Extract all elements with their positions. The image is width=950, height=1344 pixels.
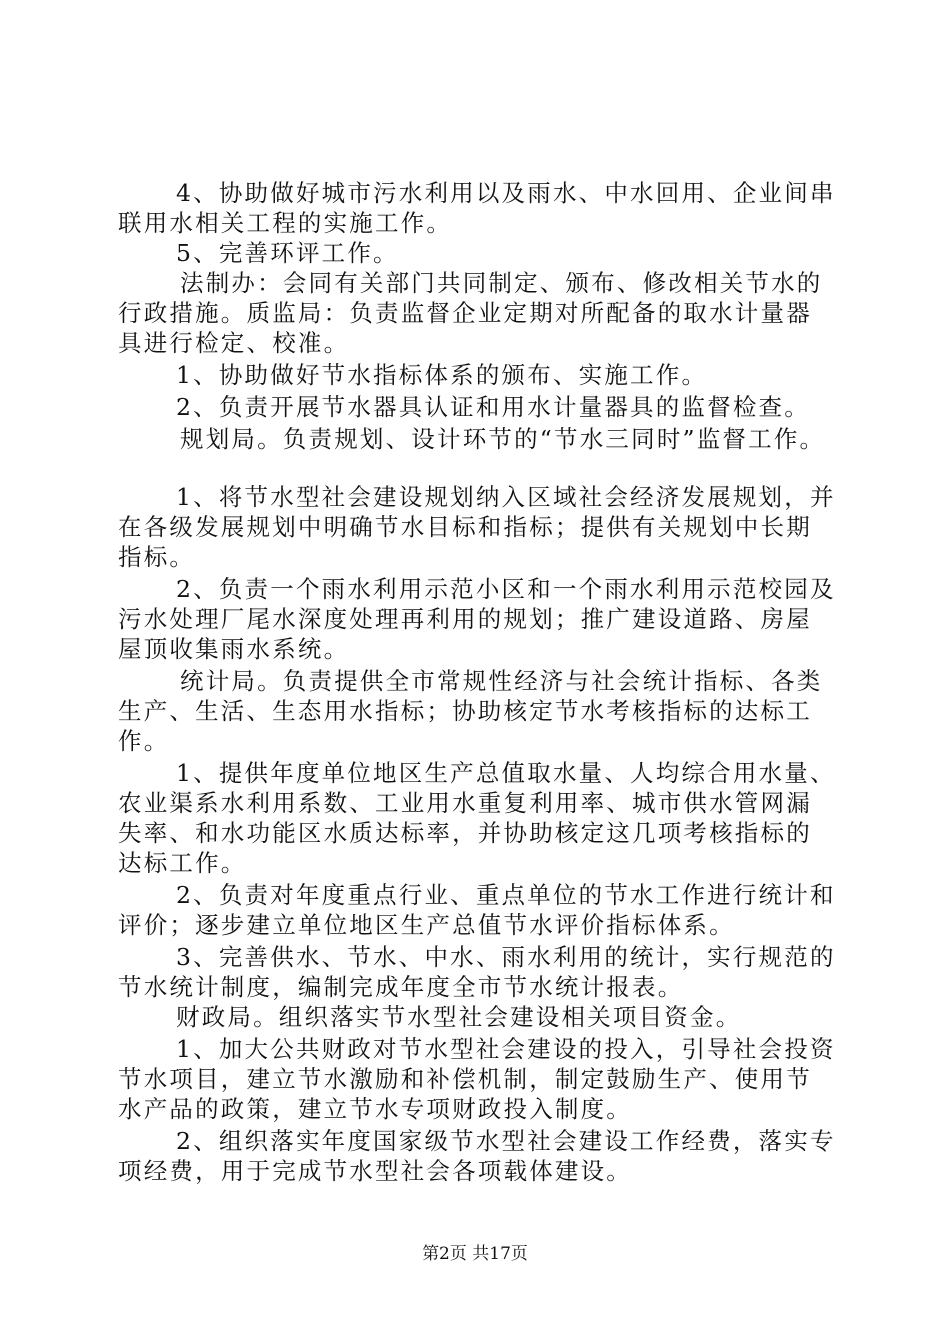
text-line: 达标工作。: [118, 849, 247, 877]
text-line: 行政措施。质监局：负责监督企业定期对所配备的取水计量器: [118, 299, 812, 327]
text-line: 评价；逐步建立单位地区生产总值节水评价指标体系。: [118, 911, 735, 939]
text-line: 指标。: [118, 543, 196, 571]
text-line: 失率、和水功能区水质达标率，并协助核定这几项考核指标的: [118, 819, 812, 847]
text-line: 2、负责对年度重点行业、重点单位的节水工作进行统计和: [176, 881, 836, 909]
text-line: 规划局。负责规划、设计环节的“节水三同时”监督工作。: [180, 425, 826, 453]
text-line: 污水处理厂尾水深度处理再利用的规划；推广建设道路、房屋: [118, 605, 812, 633]
text-line: 财政局。组织落实节水型社会建设相关项目资金。: [176, 1003, 742, 1031]
text-line: 节水项目，建立节水激励和补偿机制，制定鼓励生产、使用节: [118, 1065, 812, 1093]
text-line: 2、组织落实年度国家级节水型社会建设工作经费，落实专: [176, 1127, 836, 1155]
text-line: 2、负责一个雨水利用示范小区和一个雨水利用示范校园及: [176, 575, 836, 603]
text-line: 节水统计制度，编制完成年度全市节水统计报表。: [118, 973, 684, 1001]
text-line: 联用水相关工程的实施工作。: [118, 209, 453, 237]
text-line: 生产、生活、生态用水指标；协助核定节水考核指标的达标工: [118, 697, 812, 725]
text-line: 作。: [118, 727, 170, 755]
text-line: 1、协助做好节水指标体系的颁布、实施工作。: [176, 361, 708, 389]
text-line: 屋顶收集雨水系统。: [118, 635, 350, 663]
text-line: 2、负责开展节水器具认证和用水计量器具的监督检查。: [176, 393, 810, 421]
text-line: 1、提供年度单位地区生产总值取水量、人均综合用水量、: [176, 759, 836, 787]
text-line: 统计局。负责提供全市常规性经济与社会统计指标、各类: [180, 667, 823, 695]
text-line: 4、协助做好城市污水利用以及雨水、中水回用、企业间串: [176, 179, 836, 207]
text-line: 3、完善供水、节水、中水、雨水利用的统计，实行规范的: [176, 943, 836, 971]
text-line: 在各级发展规划中明确节水目标和指标；提供有关规划中长期: [118, 513, 812, 541]
text-line: 5、完善环评工作。: [176, 239, 399, 267]
text-line: 1、加大公共财政对节水型社会建设的投入，引导社会投资: [176, 1035, 836, 1063]
page-footer: [0, 1244, 950, 1264]
page-number-label: 第2页 共17页: [422, 1244, 528, 1264]
text-line: 1、将节水型社会建设规划纳入区域社会经济发展规划，并: [176, 483, 836, 511]
text-line: 具进行检定、校准。: [118, 329, 350, 357]
text-line: 项经费，用于完成节水型社会各项载体建设。: [118, 1157, 632, 1185]
text-line: 农业渠系水利用系数、工业用水重复利用率、城市供水管网漏: [118, 789, 812, 817]
text-line: 水产品的政策，建立节水专项财政投入制度。: [118, 1095, 632, 1123]
text-line: 法制办：会同有关部门共同制定、颁布、修改相关节水的: [180, 269, 823, 297]
